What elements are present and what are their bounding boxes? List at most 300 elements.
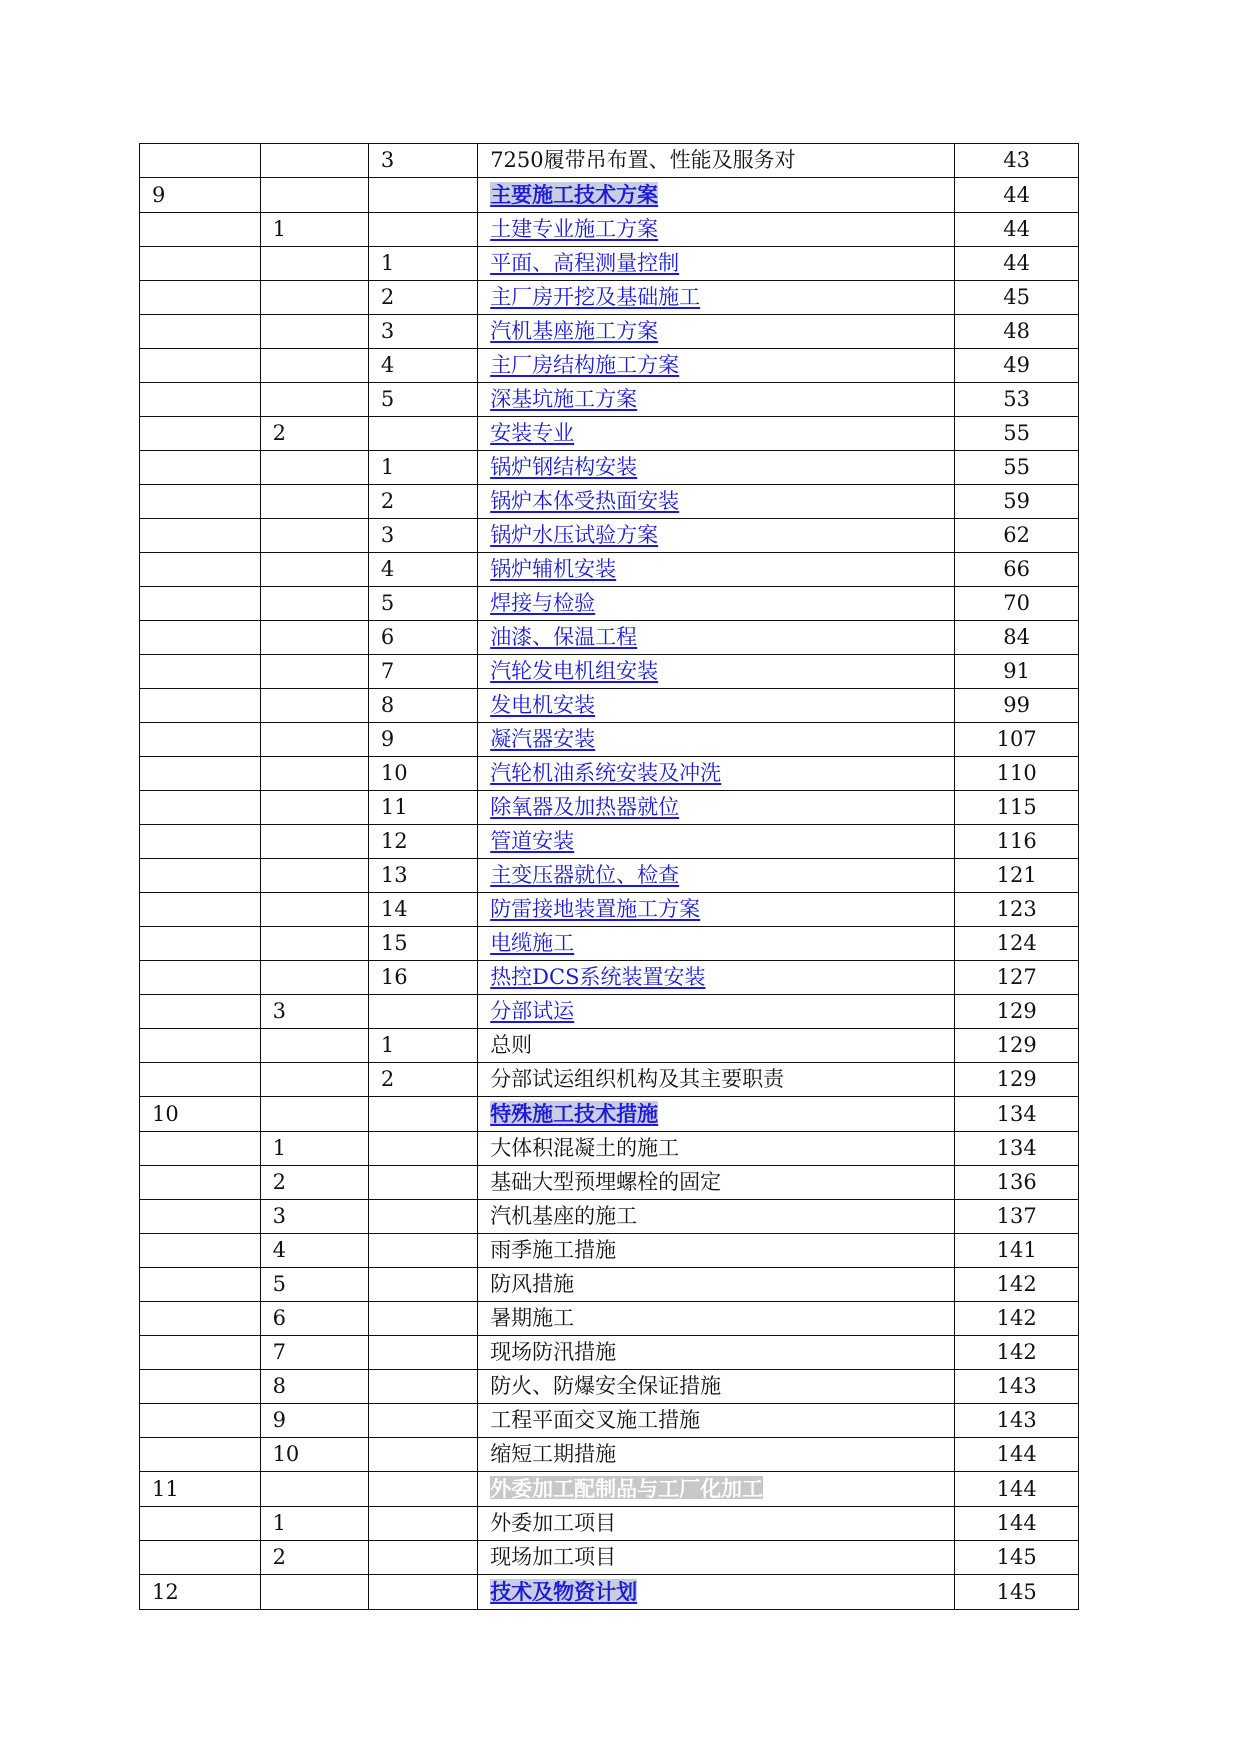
- table-row: [140, 519, 1079, 553]
- item-number-cell: 4: [368, 553, 477, 587]
- page-number-cell: 143: [955, 1370, 1079, 1404]
- item-number-cell: [368, 1404, 477, 1438]
- toc-entry-link[interactable]: 凝汽器安装: [490, 727, 596, 751]
- item-number-cell: [368, 1268, 477, 1302]
- toc-entry-text: 雨季施工措施: [490, 1238, 617, 1262]
- table-row: [140, 417, 1079, 451]
- title-cell: [478, 178, 955, 213]
- title-cell: [478, 1541, 955, 1575]
- item-number-cell: [368, 1132, 477, 1166]
- table-row: [140, 1575, 1079, 1610]
- section-number-cell: [140, 927, 261, 961]
- toc-entry-link[interactable]: 除氧器及加热器就位: [490, 795, 680, 819]
- section-number-cell: [140, 1200, 261, 1234]
- page-number-cell: 48: [955, 315, 1079, 349]
- subsection-number-cell: [260, 485, 368, 519]
- toc-entry-link[interactable]: 深基坑施工方案: [490, 387, 638, 411]
- page-number-cell: 145: [955, 1541, 1079, 1575]
- item-number-cell: 1: [368, 247, 477, 281]
- item-number-cell: [368, 1234, 477, 1268]
- toc-entry-text: 大体积混凝土的施工: [490, 1136, 680, 1160]
- section-number-cell: [140, 485, 261, 519]
- section-number-cell: [140, 723, 261, 757]
- title-cell: [478, 757, 955, 791]
- title-cell: [478, 315, 955, 349]
- item-number-cell: 13: [368, 859, 477, 893]
- title-cell: [478, 1404, 955, 1438]
- subsection-number-cell: [260, 859, 368, 893]
- item-number-cell: 9: [368, 723, 477, 757]
- title-cell: [478, 587, 955, 621]
- subsection-number-cell: [260, 315, 368, 349]
- section-number-cell: [140, 1234, 261, 1268]
- item-number-cell: 2: [368, 1063, 477, 1097]
- table-row: [140, 859, 1079, 893]
- toc-entry-link[interactable]: 油漆、保温工程: [490, 625, 638, 649]
- title-cell: [478, 1200, 955, 1234]
- title-cell: [478, 213, 955, 247]
- title-cell: [478, 1132, 955, 1166]
- section-number-cell: [140, 349, 261, 383]
- page-number-cell: 43: [955, 144, 1079, 178]
- title-cell: [478, 247, 955, 281]
- page-number-cell: 53: [955, 383, 1079, 417]
- section-number-cell: [140, 689, 261, 723]
- page-number-cell: 134: [955, 1097, 1079, 1132]
- section-number-cell: [140, 281, 261, 315]
- item-number-cell: 10: [368, 757, 477, 791]
- title-cell: [478, 1029, 955, 1063]
- section-number-cell: [140, 621, 261, 655]
- section-number-cell: [140, 519, 261, 553]
- subsection-number-cell: 9: [260, 1404, 368, 1438]
- title-cell: [478, 349, 955, 383]
- subsection-number-cell: [260, 757, 368, 791]
- table-row: [140, 995, 1079, 1029]
- table-row: [140, 213, 1079, 247]
- table-row: [140, 1404, 1079, 1438]
- toc-entry-text: 缩短工期措施: [490, 1442, 617, 1466]
- section-number-cell: [140, 1268, 261, 1302]
- page-number-cell: 129: [955, 1029, 1079, 1063]
- page-number-cell: 134: [955, 1132, 1079, 1166]
- item-number-cell: [368, 1336, 477, 1370]
- subsection-number-cell: [260, 825, 368, 859]
- subsection-number-cell: 1: [260, 1507, 368, 1541]
- section-number-cell: [140, 213, 261, 247]
- table-row: [140, 1438, 1079, 1472]
- page-number-cell: 142: [955, 1268, 1079, 1302]
- page-number-cell: 144: [955, 1507, 1079, 1541]
- item-number-cell: 7: [368, 655, 477, 689]
- page-number-cell: 107: [955, 723, 1079, 757]
- table-row: [140, 1302, 1079, 1336]
- toc-entry-link[interactable]: 发电机安装: [490, 693, 596, 717]
- section-number-cell: [140, 553, 261, 587]
- title-cell: [478, 1097, 955, 1132]
- page-number-cell: 115: [955, 791, 1079, 825]
- item-number-cell: [368, 1575, 477, 1610]
- toc-entry-link[interactable]: 锅炉水压试验方案: [490, 523, 659, 547]
- section-number-cell: [140, 893, 261, 927]
- title-cell: [478, 1438, 955, 1472]
- item-number-cell: 1: [368, 1029, 477, 1063]
- page-number-cell: 143: [955, 1404, 1079, 1438]
- section-number-cell: [140, 587, 261, 621]
- page-number-cell: 84: [955, 621, 1079, 655]
- section-number-cell: [140, 247, 261, 281]
- subsection-number-cell: [260, 1575, 368, 1610]
- section-number-cell: [140, 1029, 261, 1063]
- item-number-cell: [368, 995, 477, 1029]
- table-row: [140, 1472, 1079, 1507]
- item-number-cell: 16: [368, 961, 477, 995]
- page-number-cell: 144: [955, 1438, 1079, 1472]
- toc-entry-link[interactable]: 平面、高程测量控制: [490, 251, 680, 275]
- table-row: [140, 485, 1079, 519]
- toc-entry-text: 总则: [490, 1033, 533, 1057]
- subsection-number-cell: 6: [260, 1302, 368, 1336]
- title-cell: [478, 655, 955, 689]
- title-cell: [478, 1575, 955, 1610]
- section-number-cell: 12: [140, 1575, 261, 1610]
- page-number-cell: 127: [955, 961, 1079, 995]
- page-number-cell: 129: [955, 1063, 1079, 1097]
- item-number-cell: [368, 417, 477, 451]
- table-row: [140, 1029, 1079, 1063]
- subsection-number-cell: 2: [260, 1541, 368, 1575]
- toc-entry-text: 现场防汛措施: [490, 1340, 617, 1364]
- table-row: [140, 1132, 1079, 1166]
- subsection-number-cell: [260, 689, 368, 723]
- section-number-cell: [140, 1302, 261, 1336]
- toc-entry-link[interactable]: 汽轮发电机组安装: [490, 659, 659, 683]
- subsection-number-cell: [260, 927, 368, 961]
- subsection-number-cell: 7: [260, 1336, 368, 1370]
- toc-entry-text: 现场加工项目: [490, 1545, 617, 1569]
- toc-entry-link[interactable]: 分部试运: [490, 999, 575, 1023]
- table-row: [140, 825, 1079, 859]
- page-number-cell: 44: [955, 213, 1079, 247]
- table-row: [140, 927, 1079, 961]
- title-cell: [478, 553, 955, 587]
- item-number-cell: 12: [368, 825, 477, 859]
- title-cell: [478, 1472, 955, 1507]
- item-number-cell: 4: [368, 349, 477, 383]
- toc-chapter-link[interactable]: 特殊施工技术措施: [490, 1101, 659, 1126]
- item-number-cell: 1: [368, 451, 477, 485]
- item-number-cell: 5: [368, 587, 477, 621]
- subsection-number-cell: [260, 893, 368, 927]
- toc-entry-text: 分部试运组织机构及其主要职责: [490, 1067, 785, 1091]
- subsection-number-cell: [260, 1029, 368, 1063]
- title-cell: [478, 689, 955, 723]
- item-number-cell: 15: [368, 927, 477, 961]
- item-number-cell: 3: [368, 519, 477, 553]
- page-number-cell: 124: [955, 927, 1079, 961]
- toc-chapter-link[interactable]: 外委加工配制品与工厂化加工: [490, 1476, 764, 1501]
- subsection-number-cell: [260, 519, 368, 553]
- toc-entry-text: 7250履带吊布置、性能及服务对: [490, 148, 796, 172]
- toc-entry-link[interactable]: 汽机基座施工方案: [490, 319, 659, 343]
- section-number-cell: [140, 859, 261, 893]
- title-cell: [478, 825, 955, 859]
- subsection-number-cell: 2: [260, 1166, 368, 1200]
- item-number-cell: [368, 1438, 477, 1472]
- toc-entry-text: 工程平面交叉施工措施: [490, 1408, 701, 1432]
- toc-entry-link[interactable]: 主变压器就位、检查: [490, 863, 680, 887]
- table-row: [140, 383, 1079, 417]
- subsection-number-cell: [260, 451, 368, 485]
- section-number-cell: [140, 1166, 261, 1200]
- title-cell: [478, 1166, 955, 1200]
- item-number-cell: 11: [368, 791, 477, 825]
- page-number-cell: 137: [955, 1200, 1079, 1234]
- page-number-cell: 123: [955, 893, 1079, 927]
- section-number-cell: [140, 1541, 261, 1575]
- title-cell: [478, 1063, 955, 1097]
- section-number-cell: [140, 791, 261, 825]
- subsection-number-cell: [260, 791, 368, 825]
- page-number-cell: 45: [955, 281, 1079, 315]
- item-number-cell: 14: [368, 893, 477, 927]
- subsection-number-cell: 1: [260, 213, 368, 247]
- subsection-number-cell: 8: [260, 1370, 368, 1404]
- subsection-number-cell: 3: [260, 1200, 368, 1234]
- section-number-cell: [140, 1063, 261, 1097]
- page-number-cell: 44: [955, 178, 1079, 213]
- subsection-number-cell: [260, 1472, 368, 1507]
- table-row: [140, 961, 1079, 995]
- toc-entry-link[interactable]: 防雷接地装置施工方案: [490, 897, 701, 921]
- title-cell: [478, 417, 955, 451]
- table-row: [140, 553, 1079, 587]
- title-cell: [478, 383, 955, 417]
- page-number-cell: 99: [955, 689, 1079, 723]
- table-row: [140, 315, 1079, 349]
- page-number-cell: 142: [955, 1336, 1079, 1370]
- table-row: [140, 247, 1079, 281]
- table-row: [140, 1234, 1079, 1268]
- subsection-number-cell: 2: [260, 417, 368, 451]
- page-number-cell: 121: [955, 859, 1079, 893]
- subsection-number-cell: 5: [260, 1268, 368, 1302]
- item-number-cell: [368, 213, 477, 247]
- table-row: [140, 1063, 1079, 1097]
- toc-entry-link[interactable]: 主厂房结构施工方案: [490, 353, 680, 377]
- toc-entry-text: 基础大型预埋螺栓的固定: [490, 1170, 722, 1194]
- section-number-cell: [140, 1404, 261, 1438]
- section-number-cell: [140, 757, 261, 791]
- toc-entry-link[interactable]: 汽轮机油系统安装及冲洗: [490, 761, 722, 785]
- toc-entry-link[interactable]: 焊接与检验: [490, 591, 596, 615]
- title-cell: [478, 723, 955, 757]
- section-number-cell: [140, 144, 261, 178]
- subsection-number-cell: 3: [260, 995, 368, 1029]
- item-number-cell: [368, 1302, 477, 1336]
- subsection-number-cell: [260, 587, 368, 621]
- toc-entry-link[interactable]: 主厂房开挖及基础施工: [490, 285, 701, 309]
- page-number-cell: 145: [955, 1575, 1079, 1610]
- title-cell: [478, 1507, 955, 1541]
- toc-table: [139, 143, 1079, 1610]
- title-cell: [478, 281, 955, 315]
- section-number-cell: [140, 1132, 261, 1166]
- section-number-cell: [140, 655, 261, 689]
- page-number-cell: 141: [955, 1234, 1079, 1268]
- title-cell: [478, 144, 955, 178]
- subsection-number-cell: [260, 655, 368, 689]
- table-row: [140, 178, 1079, 213]
- toc-entry-text: 防风措施: [490, 1272, 575, 1296]
- page-number-cell: 70: [955, 587, 1079, 621]
- subsection-number-cell: [260, 1097, 368, 1132]
- page-number-cell: 110: [955, 757, 1079, 791]
- section-number-cell: [140, 1507, 261, 1541]
- page-number-cell: 49: [955, 349, 1079, 383]
- toc-chapter-link[interactable]: 技术及物资计划: [490, 1579, 638, 1604]
- subsection-number-cell: [260, 383, 368, 417]
- toc-entry-link[interactable]: 锅炉本体受热面安装: [490, 489, 680, 513]
- table-row: [140, 1200, 1079, 1234]
- section-number-cell: [140, 825, 261, 859]
- toc-entry-text: 暑期施工: [490, 1306, 575, 1330]
- toc-entry-link[interactable]: 锅炉辅机安装: [490, 557, 617, 581]
- section-number-cell: [140, 1336, 261, 1370]
- section-number-cell: 9: [140, 178, 261, 213]
- section-number-cell: 10: [140, 1097, 261, 1132]
- section-number-cell: [140, 961, 261, 995]
- page-number-cell: 136: [955, 1166, 1079, 1200]
- section-number-cell: [140, 417, 261, 451]
- table-row: [140, 349, 1079, 383]
- item-number-cell: 3: [368, 144, 477, 178]
- item-number-cell: [368, 1472, 477, 1507]
- table-row: [140, 1166, 1079, 1200]
- title-cell: [478, 519, 955, 553]
- subsection-number-cell: 4: [260, 1234, 368, 1268]
- item-number-cell: 6: [368, 621, 477, 655]
- toc-chapter-link[interactable]: 主要施工技术方案: [490, 182, 659, 207]
- title-cell: [478, 1370, 955, 1404]
- page-number-cell: 44: [955, 247, 1079, 281]
- section-number-cell: [140, 995, 261, 1029]
- title-cell: [478, 485, 955, 519]
- subsection-number-cell: [260, 553, 368, 587]
- table-row: [140, 1336, 1079, 1370]
- table-row: [140, 144, 1079, 178]
- toc-entry-link[interactable]: 管道安装: [490, 829, 575, 853]
- toc-entry-link[interactable]: 安装专业: [490, 421, 575, 445]
- item-number-cell: [368, 178, 477, 213]
- table-row: [140, 723, 1079, 757]
- item-number-cell: 2: [368, 485, 477, 519]
- page-number-cell: 91: [955, 655, 1079, 689]
- item-number-cell: 8: [368, 689, 477, 723]
- table-row: [140, 451, 1079, 485]
- table-row: [140, 689, 1079, 723]
- subsection-number-cell: [260, 178, 368, 213]
- item-number-cell: 3: [368, 315, 477, 349]
- table-row: [140, 621, 1079, 655]
- section-number-cell: [140, 451, 261, 485]
- table-row: [140, 587, 1079, 621]
- item-number-cell: [368, 1541, 477, 1575]
- subsection-number-cell: [260, 144, 368, 178]
- subsection-number-cell: [260, 247, 368, 281]
- title-cell: [478, 621, 955, 655]
- page-number-cell: 129: [955, 995, 1079, 1029]
- table-row: [140, 757, 1079, 791]
- toc-entry-text: 防火、防爆安全保证措施: [490, 1374, 722, 1398]
- item-number-cell: 5: [368, 383, 477, 417]
- section-number-cell: [140, 1370, 261, 1404]
- table-row: [140, 791, 1079, 825]
- table-row: [140, 1097, 1079, 1132]
- title-cell: [478, 893, 955, 927]
- table-row: [140, 1370, 1079, 1404]
- table-row: [140, 1268, 1079, 1302]
- toc-entry-link[interactable]: 电缆施工: [490, 931, 575, 955]
- title-cell: [478, 1302, 955, 1336]
- item-number-cell: [368, 1200, 477, 1234]
- item-number-cell: 2: [368, 281, 477, 315]
- section-number-cell: [140, 315, 261, 349]
- subsection-number-cell: [260, 349, 368, 383]
- page-number-cell: 142: [955, 1302, 1079, 1336]
- toc-entry-link[interactable]: 锅炉钢结构安装: [490, 455, 638, 479]
- section-number-cell: 11: [140, 1472, 261, 1507]
- page-number-cell: 59: [955, 485, 1079, 519]
- title-cell: [478, 859, 955, 893]
- title-cell: [478, 961, 955, 995]
- title-cell: [478, 1268, 955, 1302]
- item-number-cell: [368, 1097, 477, 1132]
- section-number-cell: [140, 383, 261, 417]
- table-row: [140, 655, 1079, 689]
- page-number-cell: 116: [955, 825, 1079, 859]
- table-row: [140, 281, 1079, 315]
- subsection-number-cell: [260, 961, 368, 995]
- subsection-number-cell: [260, 621, 368, 655]
- toc-entry-text: 外委加工项目: [490, 1511, 617, 1535]
- title-cell: [478, 1336, 955, 1370]
- subsection-number-cell: 10: [260, 1438, 368, 1472]
- table-row: [140, 1541, 1079, 1575]
- title-cell: [478, 451, 955, 485]
- page-number-cell: 55: [955, 417, 1079, 451]
- table-row: [140, 1507, 1079, 1541]
- page-number-cell: 55: [955, 451, 1079, 485]
- item-number-cell: [368, 1166, 477, 1200]
- toc-entry-text: 汽机基座的施工: [490, 1204, 638, 1228]
- title-cell: [478, 995, 955, 1029]
- section-number-cell: [140, 1438, 261, 1472]
- title-cell: [478, 791, 955, 825]
- item-number-cell: [368, 1507, 477, 1541]
- page-number-cell: 66: [955, 553, 1079, 587]
- title-cell: [478, 1234, 955, 1268]
- subsection-number-cell: 1: [260, 1132, 368, 1166]
- subsection-number-cell: [260, 1063, 368, 1097]
- toc-entry-link[interactable]: 热控DCS系统装置安装: [490, 965, 706, 989]
- page-number-cell: 144: [955, 1472, 1079, 1507]
- toc-entry-link[interactable]: 土建专业施工方案: [490, 217, 659, 241]
- title-cell: [478, 927, 955, 961]
- item-number-cell: [368, 1370, 477, 1404]
- toc-body: [140, 144, 1079, 1610]
- subsection-number-cell: [260, 723, 368, 757]
